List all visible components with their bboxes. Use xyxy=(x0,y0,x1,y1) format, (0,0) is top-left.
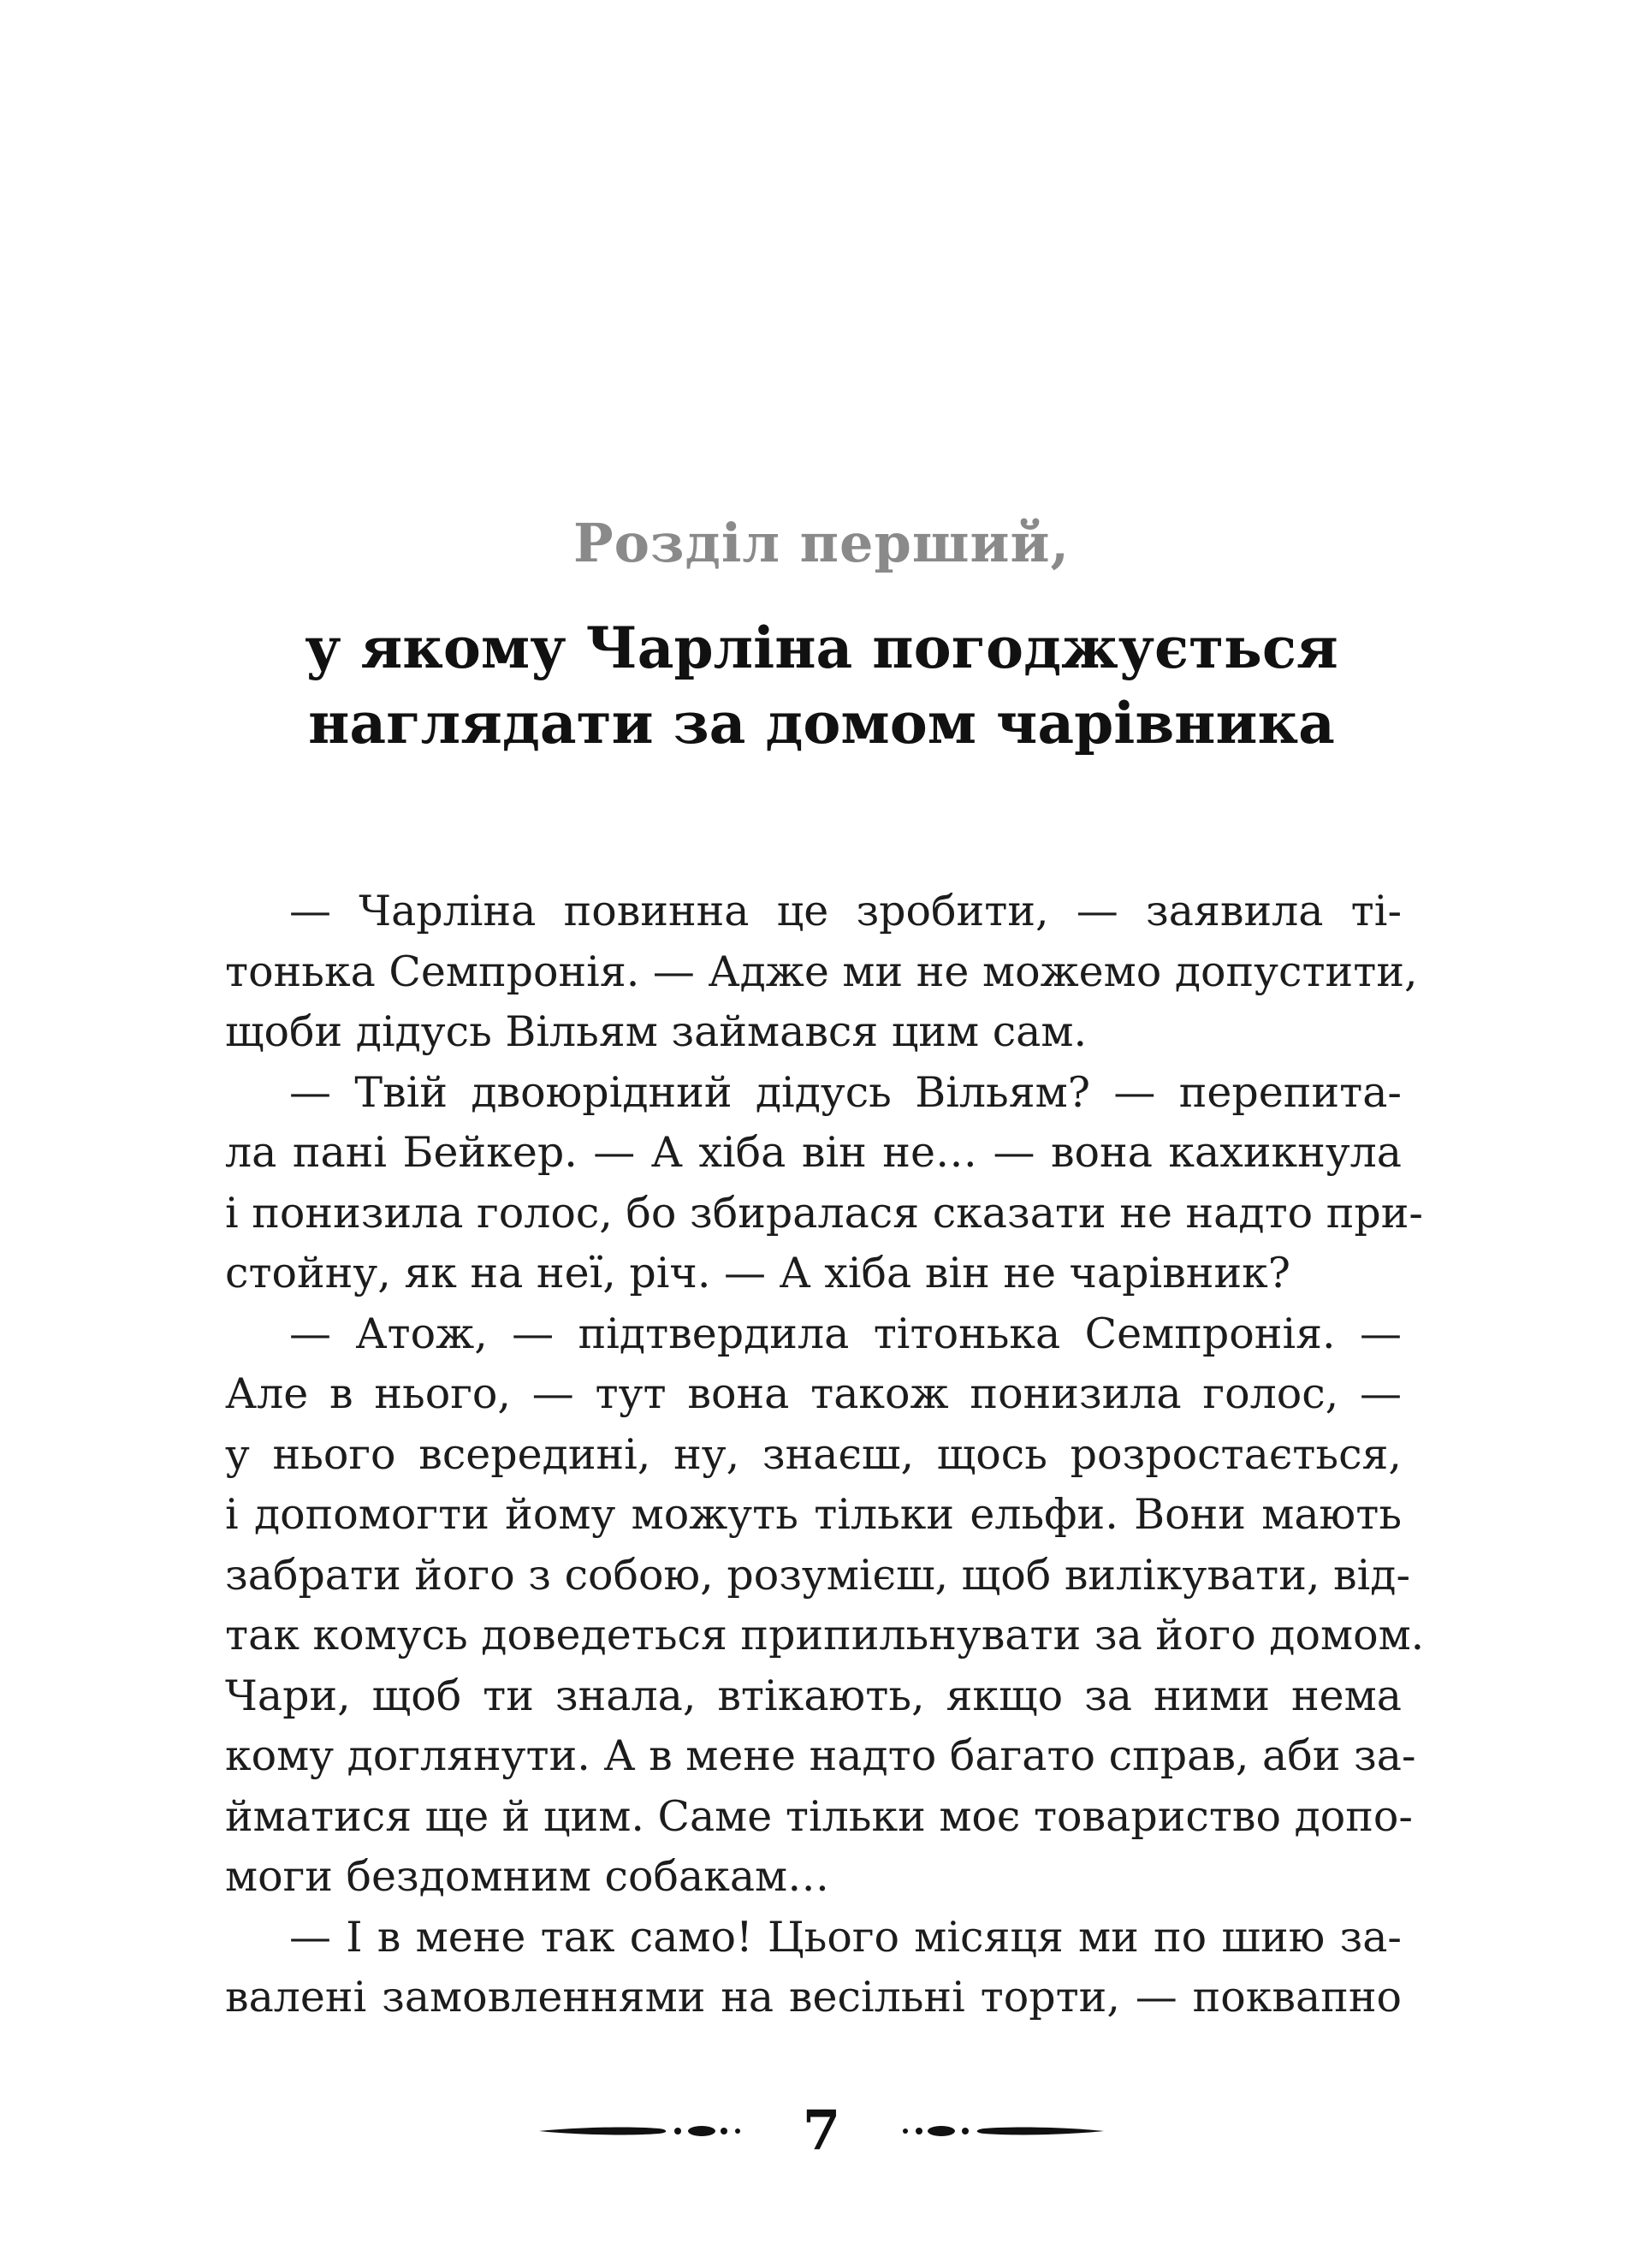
text-line: ла пані Бейкер. — А хіба він не… — вона кахикнула xyxy=(225,1128,1402,1177)
page-footer xyxy=(0,2088,1643,2174)
text-line: тонька Семпронія. — Адже ми не можемо допустити, xyxy=(225,947,1418,996)
text-line: стойну, як на неї, річ. — А хіба він не чарівник? xyxy=(225,1249,1291,1297)
text-line: щоби дідусь Вільям займався цим сам. xyxy=(225,1007,1088,1056)
text-line: — Чарліна повинна це зробити, — заявила ті- xyxy=(289,887,1402,935)
left-ornament-icon xyxy=(539,2116,762,2146)
page-number: 7 xyxy=(802,2099,841,2163)
body-text xyxy=(225,882,1425,2028)
chapter-title-line: наглядати за домом чарівника xyxy=(308,690,1335,757)
text-line: валені замовленнями на весільні торти, — поквапно xyxy=(225,1973,1402,2022)
text-line: кому доглянути. А в мене надто багато справ, аби за- xyxy=(225,1731,1416,1780)
text-line: Чари, щоб ти знала, втікають, якщо за ними нема xyxy=(225,1671,1402,1720)
right-ornament-icon xyxy=(881,2116,1104,2146)
text-line: — Атож, — підтвердила тітонька Семпронія. — xyxy=(289,1309,1402,1358)
text-line: Але в нього, — тут вона також понизила голос, — xyxy=(225,1369,1402,1418)
text-line: і понизила голос, бо збиралася сказати не надто при- xyxy=(225,1188,1423,1238)
text-line: моги бездомним собакам… xyxy=(225,1852,830,1901)
text-line: — І в мене так само! Цього місяця ми по шию за- xyxy=(289,1912,1402,1962)
text-line: у нього всередині, ну, знаєш, щось розростається, xyxy=(225,1429,1402,1479)
chapter-title xyxy=(0,610,1643,761)
chapter-heading xyxy=(0,509,1643,761)
chapter-label: Розділ перший, xyxy=(572,512,1071,574)
text-line: забрати його з собою, розумієш, щоб вилікувати, від- xyxy=(225,1550,1411,1600)
text-line: — Твій двоюрідний дідусь Вільям? — перепита- xyxy=(289,1067,1402,1117)
text-line: так комусь доведеться припильнувати за його домом. xyxy=(225,1611,1425,1659)
text-line: і допомогти йому можуть тільки ельфи. Вони мають xyxy=(225,1490,1402,1539)
text-line: йматися ще й цим. Саме тільки моє товариство допо- xyxy=(225,1791,1413,1841)
chapter-title-line: у якому Чарліна погоджується xyxy=(305,614,1338,681)
